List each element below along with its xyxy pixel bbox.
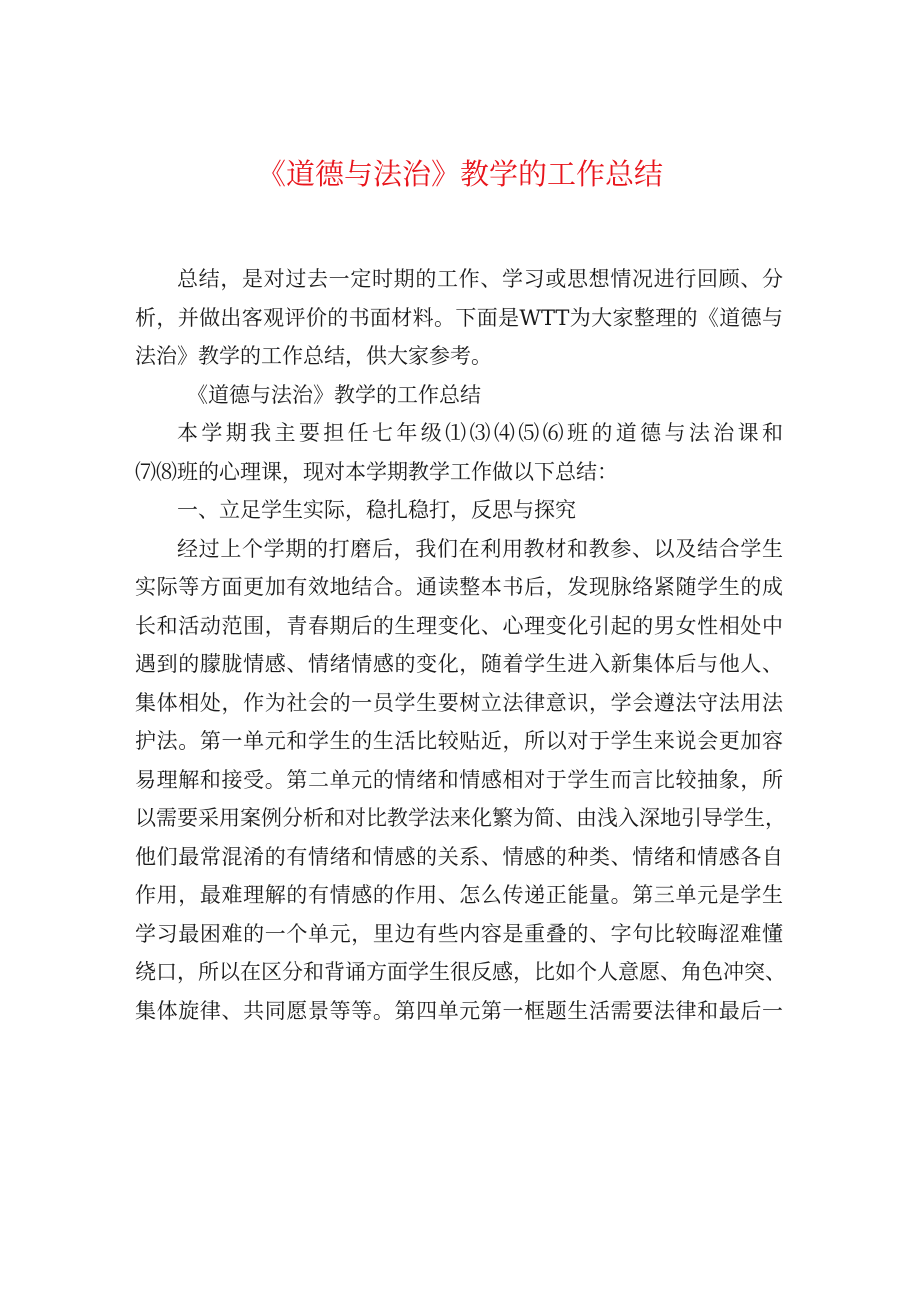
paragraph-line: 本学期我主要担任七年级⑴⑶⑷⑸⑹班的道德与法治课和 — [177, 421, 783, 445]
paragraph-line: 集体相处，作为社会的一员学生要树立法律意识，学会遵法守法用法 — [135, 690, 783, 715]
paragraph-line: 作用，最难理解的有情感的作用、怎么传递正能量。第三单元是学生 — [135, 883, 783, 907]
paragraph-line: 遇到的朦胧情感、情绪情感的变化，随着学生进入新集体后与他人、 — [135, 652, 783, 676]
document-body — [135, 260, 786, 1030]
paragraph-line: 集体旋律、共同愿景等等。第四单元第一框题生活需要法律和最后一 — [135, 998, 783, 1023]
section-heading: 《道德与法治》教学的工作总结 — [187, 382, 481, 407]
paragraph-line: 易理解和接受。第二单元的情绪和情感相对于学生而言比较抽象，所 — [135, 767, 783, 792]
paragraph-line: 护法。第一单元和学生的生活比较贴近，所以对于学生来说会更加容 — [135, 729, 783, 753]
paragraph-line: 总结，是对过去一定时期的工作、学习或思想情况进行回顾、分 — [177, 267, 783, 291]
paragraph-line: 经过上个学期的打磨后，我们在利用教材和教参、以及结合学生 — [177, 536, 783, 561]
paragraph-line: 析，并做出客观评价的书面材料。下面是WTT为大家整理的《道德与 — [135, 305, 783, 330]
paragraph-line: 实际等方面更加有效地结合。通读整本书后，发现脉络紧随学生的成 — [135, 575, 783, 599]
paragraph-line: 法治》教学的工作总结，供大家参考。 — [135, 344, 492, 368]
section-heading: 一、立足学生实际，稳扎稳打，反思与探究 — [177, 498, 576, 522]
paragraph-line: 绕口，所以在区分和背诵方面学生很反感，比如个人意愿、角色冲突、 — [135, 960, 786, 984]
paragraph-line: 以需要采用案例分析和对比教学法来化繁为简、由浅入深地引导学生， — [135, 806, 786, 830]
paragraph-line: 学习最困难的一个单元，里边有些内容是重叠的、字句比较晦涩难懂 — [135, 921, 783, 946]
paragraph-line: 他们最常混淆的有情绪和情感的关系、情感的种类、情绪和情感各自 — [135, 844, 783, 869]
paragraph-line: 长和活动范围，青春期后的生理变化、心理变化引起的男女性相处中 — [135, 613, 783, 638]
document-title: 《道德与法治》教学的工作总结 — [256, 157, 663, 191]
paragraph-line: ⑺⑻班的心理课，现对本学期教学工作做以下总结： — [135, 459, 618, 484]
